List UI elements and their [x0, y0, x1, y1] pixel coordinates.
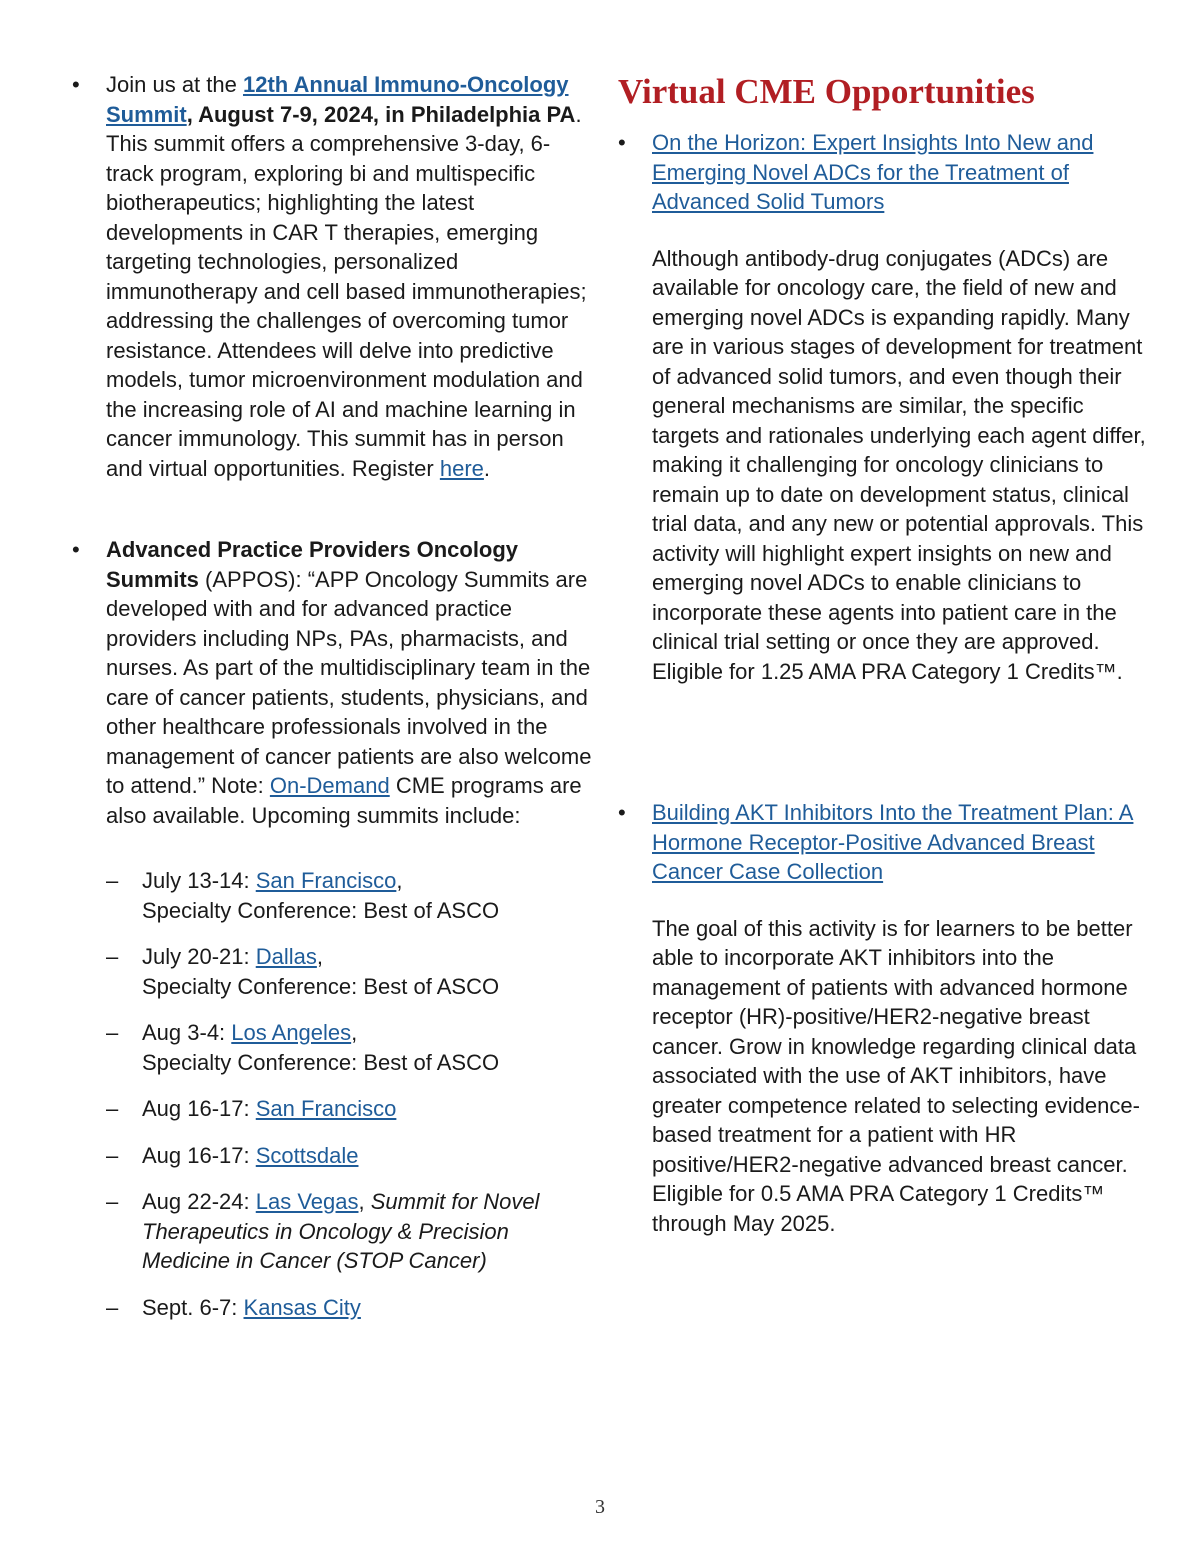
- page-number: 3: [595, 1496, 605, 1518]
- section-title: Virtual CME Opportunities: [618, 72, 1035, 111]
- summit-date: Aug 16-17:: [142, 1096, 256, 1121]
- summit-date: Aug 22-24:: [142, 1189, 256, 1214]
- right-column: [618, 70, 1148, 1238]
- summit-city-link[interactable]: Scottsdale: [255, 1142, 359, 1168]
- left-column: [72, 70, 592, 1339]
- cme-item-akt: [618, 798, 1148, 1238]
- summit-intro: Join us at the: [106, 72, 243, 97]
- appos-announcement: [72, 535, 592, 830]
- summit-end: .: [483, 455, 491, 481]
- summit-list-item: [106, 1141, 592, 1171]
- upcoming-summits-list: [72, 866, 592, 1322]
- bullet-icon: •: [618, 800, 626, 825]
- cme-link-akt[interactable]: Building AKT Inhibitors Into the Treatment Plan: A Hormone Receptor-Positive Advanced Breast Cancer Case Collection: [652, 800, 1134, 884]
- summit-list-item: [106, 1018, 592, 1077]
- cme-description: The goal of this activity is for learners to be better able to incorporate AKT inhibitors into the management of patients with advanced hormone receptor (HR)-positive/HER2-negative breast cancer. Grow in knowledge regarding clinical data associated with the use of AKT inhibitors, have greater competence related to selecting evidence-based treatment for a patient with HR positive/HER2-negative advanced breast cancer. Eligible for 0.5 AMA PRA Category 1 Credits™ through May 2025.: [652, 915, 1140, 1236]
- summit-list-item: [106, 1094, 592, 1124]
- dash-icon: –: [106, 944, 119, 969]
- summit-city-link[interactable]: San Francisco: [255, 1096, 397, 1121]
- summit-list-item: [106, 1293, 592, 1323]
- summit-city-link[interactable]: San Francisco: [255, 868, 397, 893]
- summit-announcement: [72, 70, 592, 483]
- summit-italic-title: Summit for Novel Therapeutics in Oncology & Precision Medicine in Cancer (STOP Cancer): [142, 1189, 540, 1273]
- summit-date: Aug 16-17:: [142, 1142, 256, 1168]
- summit-note: Specialty Conference: Best of ASCO: [142, 897, 500, 923]
- dash-icon: –: [106, 1294, 119, 1320]
- register-link[interactable]: here: [439, 455, 484, 481]
- summit-body: . This summit offers a comprehensive 3-day, 6-track program, exploring bi and multispecific biotherapeutics; highlighting the latest developments in CAR T therapies, emerging targeting technologies, personalized immunotherapy and cell based immunotherapies; addressing the challenges of overcoming tumor resistance. Attendees will delve into predictive models, tumor microenvironment modulation and the increasing role of AI and machine learning in cancer immunology. This summit has in person and virtual opportunities. Register: [106, 101, 587, 481]
- summit-city-link[interactable]: Los Angeles: [231, 1020, 352, 1045]
- summit-date: July 20-21:: [142, 944, 256, 969]
- summit-date: Aug 3-4:: [142, 1020, 232, 1045]
- summit-punct: ,: [358, 1189, 371, 1214]
- cme-description: Although antibody-drug conjugates (ADCs) are available for oncology care, the field of new and emerging novel ADCs is expanding rapidly. Many are in various stages of development for treatment of advanced solid tumors, and even though their general mechanisms are similar, the specific targets and rationales underlying each agent differ, making it challenging for oncology clinicians to remain up to date on development status, clinical trial data, and any new or potential approvals. This activity will highlight expert insights on new and emerging novel ADCs to enable clinicians to incorporate these agents into patient care in the clinical trial setting or once they are approved. Eligible for 1.25 AMA PRA Category 1 Credits™.: [652, 245, 1146, 684]
- summit-date: Sept. 6-7:: [142, 1294, 244, 1320]
- summit-city-link[interactable]: Las Vegas: [255, 1189, 359, 1214]
- appos-title: Advanced Practice Providers Oncology Summits: [106, 537, 519, 592]
- bullet-icon: •: [618, 130, 626, 155]
- cme-link-adcs[interactable]: On the Horizon: Expert Insights Into New and Emerging Novel ADCs for the Treatment of Advanced Solid Tumors: [652, 130, 1094, 214]
- appos-body-2: CME programs are also available. Upcoming summits include:: [106, 773, 582, 828]
- dash-icon: –: [106, 1189, 119, 1214]
- bullet-icon: •: [72, 537, 80, 562]
- summit-list-item: [106, 942, 592, 1001]
- summit-note: Specialty Conference: Best of ASCO: [142, 1049, 500, 1075]
- bullet-icon: •: [72, 72, 80, 97]
- summit-punct: ,: [351, 1020, 358, 1045]
- dash-icon: –: [106, 1142, 119, 1168]
- summit-list-item: [106, 866, 592, 925]
- dash-icon: –: [106, 868, 119, 893]
- summit-date: July 13-14:: [142, 868, 256, 893]
- appos-body: (APPOS): “APP Oncology Summits are developed with and for advanced practice providers including NPs, PAs, pharmacists, and nurses. As part of the multidisciplinary team in the care of cancer patients, students, physicians, and other healthcare professionals involved in the management of cancer patients are also welcome to attend.” Note:: [106, 566, 592, 798]
- summit-punct: ,: [316, 944, 323, 969]
- summit-list-item: [106, 1187, 592, 1276]
- cme-item-adcs: [618, 128, 1148, 686]
- summit-dates: , August 7-9, 2024, in Philadelphia PA: [186, 101, 576, 127]
- dash-icon: –: [106, 1020, 119, 1045]
- summit-city-link[interactable]: Dallas: [255, 944, 317, 969]
- summit-city-link[interactable]: Kansas City: [243, 1294, 361, 1320]
- summit-note: Specialty Conference: Best of ASCO: [142, 973, 500, 999]
- on-demand-link[interactable]: On-Demand: [269, 773, 390, 798]
- immuno-oncology-summit-link[interactable]: 12th Annual Immuno-Oncology Summit: [106, 72, 569, 127]
- dash-icon: –: [106, 1096, 119, 1121]
- summit-punct: ,: [396, 868, 403, 893]
